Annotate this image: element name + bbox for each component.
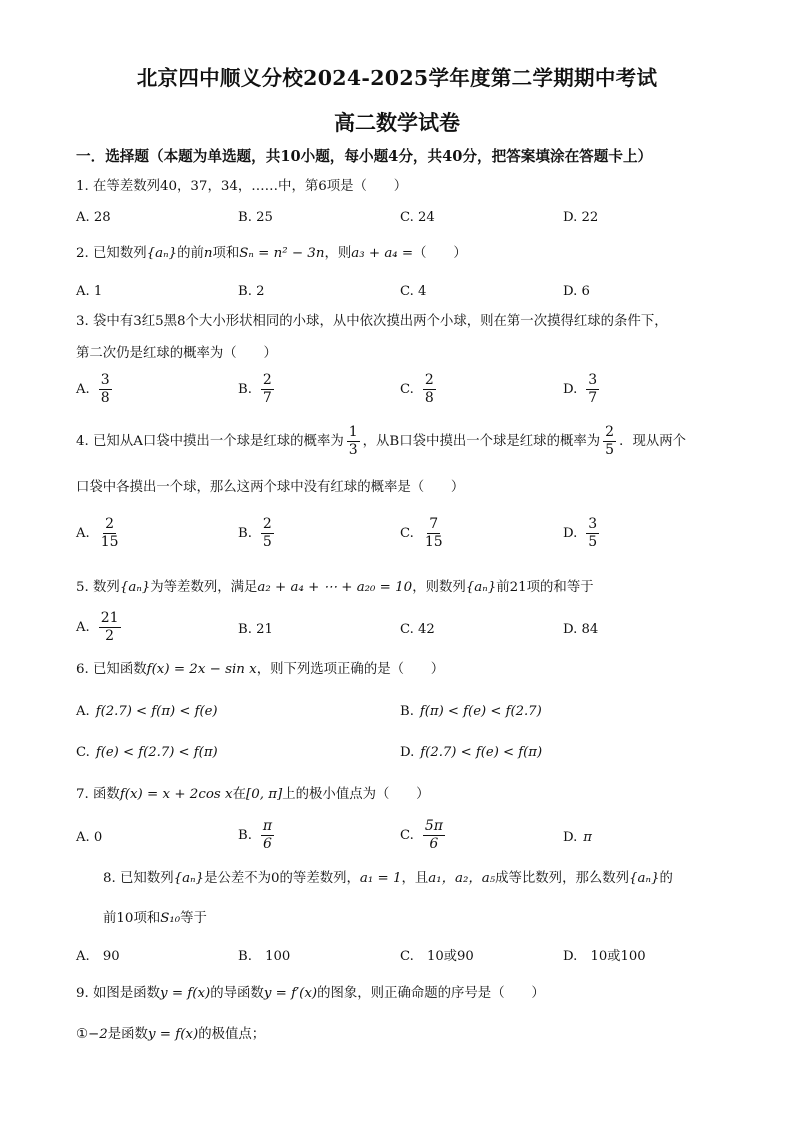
q3-option-b (238, 372, 277, 407)
question-8-line-1 (103, 870, 673, 888)
q4-option-d-num: 3 (588, 516, 598, 532)
q3-option-b-label: B. (238, 381, 252, 397)
q3-option-d-label: D. (563, 381, 578, 397)
q5-part2: 为等差数列，满足 (150, 580, 258, 595)
q7-interval: [0, π] (245, 787, 283, 802)
q3-option-d-fraction (586, 372, 599, 407)
q2-mid2: 项和 (212, 246, 240, 261)
q7-part1: 7. 函数 (76, 787, 120, 802)
q6-option-c (76, 744, 218, 762)
q4-option-d-label: D. (563, 525, 578, 541)
q3-option-d-den: 7 (588, 390, 598, 406)
q6-option-b-expr: f(π) < f(e) < f(2.7) (419, 704, 542, 719)
q4-option-c-den: 15 (424, 534, 443, 550)
q5-option-b: B. 21 (238, 622, 273, 637)
q6-formula: f(x) = 2x − sin x (146, 662, 257, 677)
q9-function: y = f(x) (160, 986, 211, 1001)
q4-option-c (400, 516, 448, 551)
q8-zero: 0 (271, 871, 280, 886)
q3-option-c-den: 8 (424, 390, 434, 406)
q6-option-a (76, 703, 218, 721)
q6-option-d-expr: f(2.7) < f(e) < f(π) (420, 745, 543, 760)
question-3-line-2: 第二次仍是红球的概率为（ ） (76, 346, 277, 361)
q6-option-a-expr: f(2.7) < f(π) < f(e) (95, 704, 218, 719)
q5-part5: 项的和等于 (526, 580, 594, 595)
q9-part1: 9. 如图是函数 (76, 986, 160, 1001)
q3-option-c (400, 372, 439, 407)
q3-option-a (76, 372, 115, 407)
q4-part3: ．现从两个 (619, 433, 687, 449)
q1-option-b: B. 25 (238, 210, 273, 225)
q8-line2-mid: 项和 (133, 911, 161, 926)
q6-option-c-expr: f(e) < f(2.7) < f(π) (95, 745, 218, 760)
school-title: 北京四中顺义分校2024-2025学年度第二学期期中考试 (136, 66, 658, 90)
q7-option-a: A. 0 (76, 830, 103, 845)
q5-sequence-2: {aₙ} (465, 580, 497, 595)
question-8-line-2 (103, 910, 207, 928)
q4-option-a-label: A. (76, 525, 90, 541)
question-7-stem (76, 786, 430, 804)
q5-option-d: D. 84 (563, 622, 599, 637)
q5-part3: ，则数列 (412, 580, 466, 595)
q6-part1: 6. 已知函数 (76, 662, 147, 677)
q4-part2: ，从B口袋中摸出一个球是红球的概率为 (362, 433, 601, 449)
q5-option-a-num: 21 (100, 610, 119, 626)
q3-option-a-fraction (99, 372, 112, 407)
q8-line2-prefix: 前 (103, 911, 117, 926)
q6-option-d (400, 744, 542, 762)
q4-option-d (563, 516, 602, 551)
q1-option-d: D. 22 (563, 210, 599, 225)
q4-option-d-den: 5 (588, 534, 598, 550)
question-4-line-2: 口袋中各摸出一个球，那么这两个球中没有红球的概率是（ ） (76, 480, 465, 495)
q7-option-b-label: B. (238, 827, 252, 843)
q1-option-a: A. 28 (76, 210, 111, 225)
q7-option-b (238, 818, 277, 853)
q4-prob-a-num: 1 (348, 424, 358, 440)
q8-terms: a₁，a₂，a₅ (428, 871, 496, 886)
q4-option-a-den: 15 (100, 534, 119, 550)
q6-option-b-label: B. (400, 704, 414, 719)
q8-sequence: {aₙ} (173, 871, 205, 886)
q5-option-c: C. 42 (400, 622, 435, 637)
q9-item1-end: 的极值点； (198, 1027, 266, 1042)
q5-part4: 前 (496, 580, 510, 595)
q8-ten: 10 (116, 911, 134, 926)
q2-n: n (203, 246, 213, 261)
q6-option-c-label: C. (76, 745, 90, 760)
q6-option-b (400, 703, 542, 721)
q4-prob-a-den: 3 (348, 442, 358, 458)
q3-option-a-label: A. (76, 381, 90, 397)
q3-option-c-num: 2 (424, 372, 434, 388)
q3-option-a-den: 8 (100, 390, 110, 406)
q8-option-c: C. 10或90 (400, 949, 474, 964)
q2-option-c: C. 4 (400, 284, 427, 299)
q7-option-d-value: π (583, 830, 592, 845)
q8-option-a: A. 90 (76, 949, 120, 964)
question-9-item-1 (76, 1026, 265, 1044)
q2-option-d: D. 6 (563, 284, 590, 299)
q7-option-b-num: π (262, 818, 273, 834)
q5-option-a-fraction (99, 610, 121, 645)
q2-sequence: {aₙ} (146, 246, 178, 261)
q3-option-c-fraction (423, 372, 436, 407)
q2-option-a: A. 1 (76, 284, 103, 299)
q8-line2-end: 等于 (180, 911, 207, 926)
q5-formula: a₂ + a₄ + ⋯ + a₂₀ = 10 (257, 580, 413, 595)
q4-prob-b-den: 5 (605, 442, 615, 458)
q8-part5: 成等比数列，那么数列 (495, 871, 630, 886)
q4-option-b (238, 516, 277, 551)
q7-option-b-den: 6 (263, 836, 272, 852)
q6-part2: ，则下列选项正确的是（ ） (256, 662, 445, 677)
q2-option-b: B. 2 (238, 284, 265, 299)
q5-part1: 5. 数列 (76, 580, 120, 595)
q4-option-c-num: 7 (429, 516, 439, 532)
q4-option-d-fraction (586, 516, 599, 551)
q2-prefix: 2. 已知数列 (76, 246, 147, 261)
q7-option-c-fraction (423, 818, 445, 853)
q4-option-c-label: C. (400, 525, 414, 541)
q9-item1-mid: 是函数 (107, 1027, 148, 1042)
q7-option-c-label: C. (400, 827, 414, 843)
q9-item1-function: y = f(x) (147, 1027, 199, 1042)
q9-part2: 的导函数 (210, 986, 264, 1001)
q2-mid3: ，则 (324, 246, 352, 261)
q7-option-c-den: 6 (429, 836, 439, 852)
q7-part3: 上的极小值点为（ ） (282, 787, 430, 802)
q4-part1: 4. 已知从A口袋中摸出一个球是红球的概率为 (76, 433, 344, 449)
q7-option-c (400, 818, 448, 853)
question-1-stem: 1. 在等差数列40，37，34，……中，第6项是（ ） (76, 179, 408, 194)
q4-prob-b (603, 424, 616, 459)
q4-option-b-den: 5 (262, 534, 272, 550)
q9-part3: 的图象，则正确命题的序号是（ ） (317, 986, 545, 1001)
q8-part6: 的 (659, 871, 673, 886)
q4-option-b-fraction (261, 516, 274, 551)
q4-option-b-label: B. (238, 525, 252, 541)
q2-sum-formula: Sₙ = n² − 3n (239, 246, 325, 261)
q8-sequence-2: {aₙ} (629, 871, 660, 886)
q3-option-b-num: 2 (262, 372, 272, 388)
q5-sequence: {aₙ} (119, 580, 151, 595)
q1-option-c: C. 24 (400, 210, 435, 225)
question-4-line-1 (76, 424, 686, 459)
q8-option-d: D. 10或100 (563, 949, 646, 964)
q5-option-a-label: A. (76, 619, 90, 635)
q4-prob-b-num: 2 (605, 424, 615, 440)
q3-option-a-num: 3 (100, 372, 110, 388)
q9-item1-value: −2 (88, 1027, 108, 1042)
q4-option-a-num: 2 (105, 516, 115, 532)
q8-a1: a₁ = 1 (359, 871, 402, 886)
q4-prob-a (347, 424, 360, 459)
question-6-stem (76, 661, 444, 679)
q4-option-a (76, 516, 124, 551)
q6-option-d-label: D. (400, 745, 415, 760)
q8-part3: 的等差数列， (279, 871, 360, 886)
q4-option-b-num: 2 (262, 516, 272, 532)
q5-option-a-den: 2 (105, 628, 115, 644)
paper-title: 高二数学试卷 (334, 110, 460, 135)
q7-formula: f(x) = x + 2cos x (119, 787, 233, 802)
q4-option-a-fraction (99, 516, 121, 551)
q3-option-b-den: 7 (262, 390, 272, 406)
q7-option-d (563, 829, 592, 847)
q3-option-d-num: 3 (588, 372, 598, 388)
question-5-stem (76, 579, 594, 597)
q8-part2: 是公差不为 (204, 871, 272, 886)
q9-derivative: y = f′(x) (263, 986, 318, 1001)
q6-option-a-label: A. (76, 704, 90, 719)
q5-option-a (76, 610, 124, 645)
q3-option-b-fraction (261, 372, 274, 407)
question-3-line-1: 3. 袋中有3红5黑8个大小形状相同的小球，从中依次摸出两个小球，则在第一次摸得红球的条件下， (76, 314, 668, 329)
q3-option-c-label: C. (400, 381, 414, 397)
q8-s10: S₁₀ (160, 911, 181, 926)
q7-option-d-label: D. (563, 830, 578, 845)
section-heading: 一．选择题（本题为单选题，共10小题，每小题4分，共40分，把答案填涂在答题卡上） (76, 148, 653, 165)
question-2-stem (76, 245, 467, 263)
q2-mid1: 的前 (177, 246, 204, 261)
q4-option-c-fraction (423, 516, 445, 551)
q2-end: （ ） (413, 246, 467, 261)
q7-option-c-num: 5π (424, 818, 443, 834)
q8-part1: 8. 已知数列 (103, 871, 174, 886)
q3-option-d (563, 372, 602, 407)
q2-target: a₃ + a₄ = (351, 246, 414, 261)
q8-part4: ，且 (401, 871, 429, 886)
q7-option-b-fraction (261, 818, 274, 853)
q8-option-b: B. 100 (238, 949, 291, 964)
question-9-stem (76, 985, 545, 1003)
q9-item1-prefix: ① (76, 1027, 89, 1042)
q7-part2: 在 (232, 787, 246, 802)
q5-count: 21 (509, 580, 527, 595)
